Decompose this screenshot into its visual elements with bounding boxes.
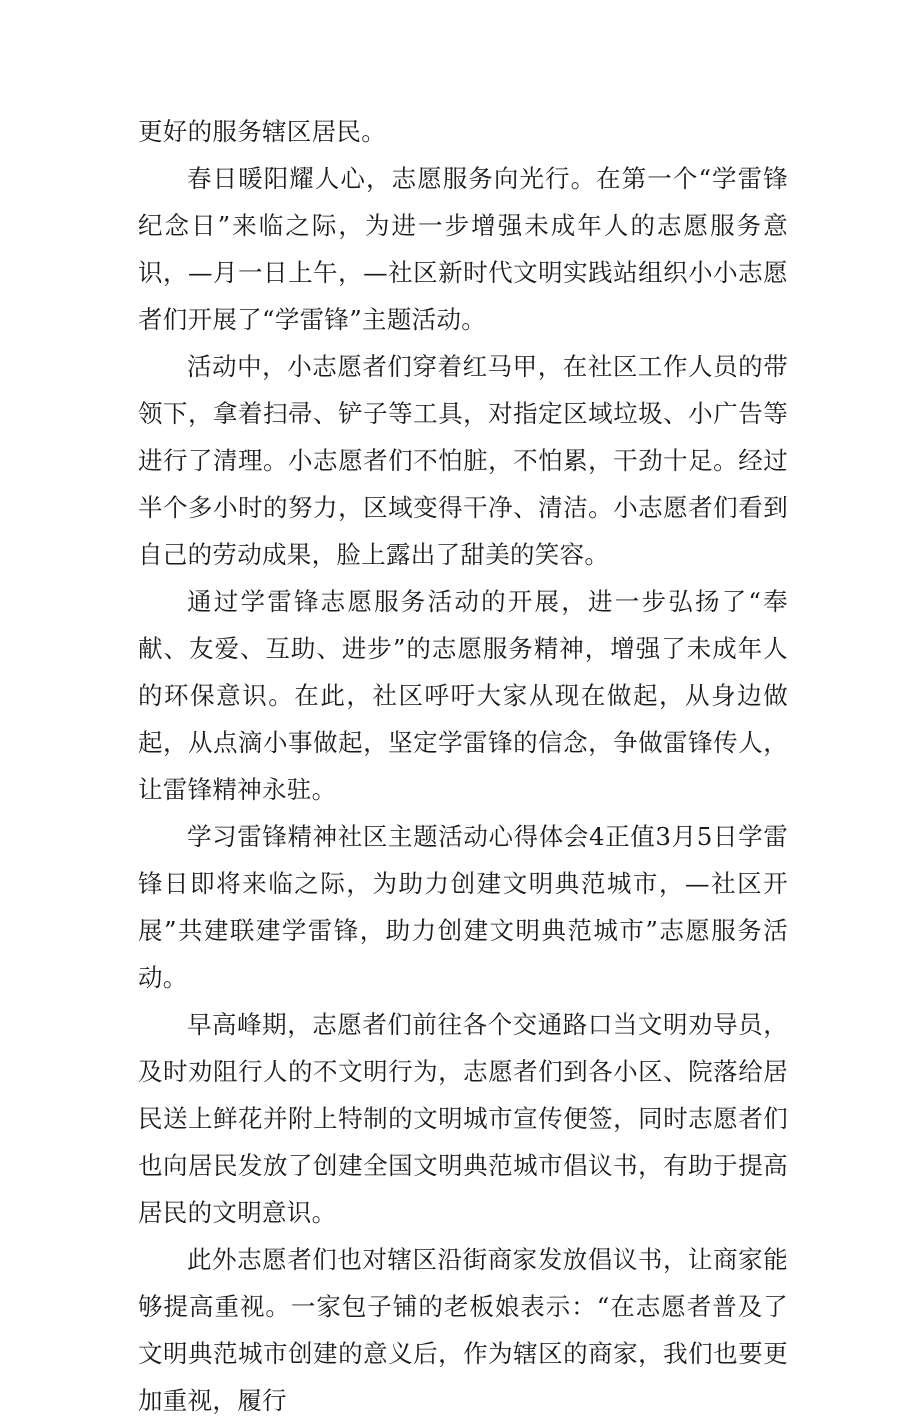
paragraph-spirit: 通过学雷锋志愿服务活动的开展，进一步弘扬了“奉献、友爱、互助、进步”的志愿服务精神，增强了未成年人的环保意识。在此，社区呼吁大家从现在做起，从身边做起，从点滴小事做起，坚定学雷锋的信念，争做雷锋传人，让雷锋精神永驻。 (138, 587, 788, 804)
paragraph-lei-feng-day: 春日暖阳耀人心，志愿服务向光行。在第一个“学雷锋纪念日”来临之际，为进一步增强未成年人的志愿服务意识，—月一日上午，—社区新时代文明实践站组织小小志愿者们开展了“学雷锋”主题活动。 (138, 164, 788, 334)
paragraph-reflection-4: 学习雷锋精神社区主题活动心得体会4正值3月5日学雷锋日即将来临之际，为助力创建文明典范城市，—社区开展”共建联建学雷锋，助力创建文明典范城市”志愿服务活动。 (138, 822, 788, 992)
paragraph-merchants: 此外志愿者们也对辖区沿街商家发放倡议书，让商家能够提高重视。一家包子铺的老板娘表示：“在志愿者普及了文明典范城市创建的意义后，作为辖区的商家，我们也要更加重视，履行 (138, 1245, 788, 1415)
paragraph-continuation: 更好的服务辖区居民。 (138, 117, 386, 146)
paragraph-activity: 活动中，小志愿者们穿着红马甲，在社区工作人员的带领下，拿着扫帚、铲子等工具，对指定区域垃圾、小广告等进行了清理。小志愿者们不怕脏，不怕累，干劲十足。经过半个多小时的努力，区域变得干净、清洁。小志愿者们看到自己的劳动成果，脸上露出了甜美的笑容。 (138, 352, 788, 569)
paragraph-morning-peak: 早高峰期，志愿者们前往各个交通路口当文明劝导员，及时劝阻行人的不文明行为，志愿者们到各小区、院落给居民送上鲜花并附上特制的文明城市宣传便签，同时志愿者们也向居民发放了创建全国文明典范城市倡议书，有助于提高居民的文明意识。 (138, 1010, 788, 1227)
document-body (138, 108, 788, 1424)
